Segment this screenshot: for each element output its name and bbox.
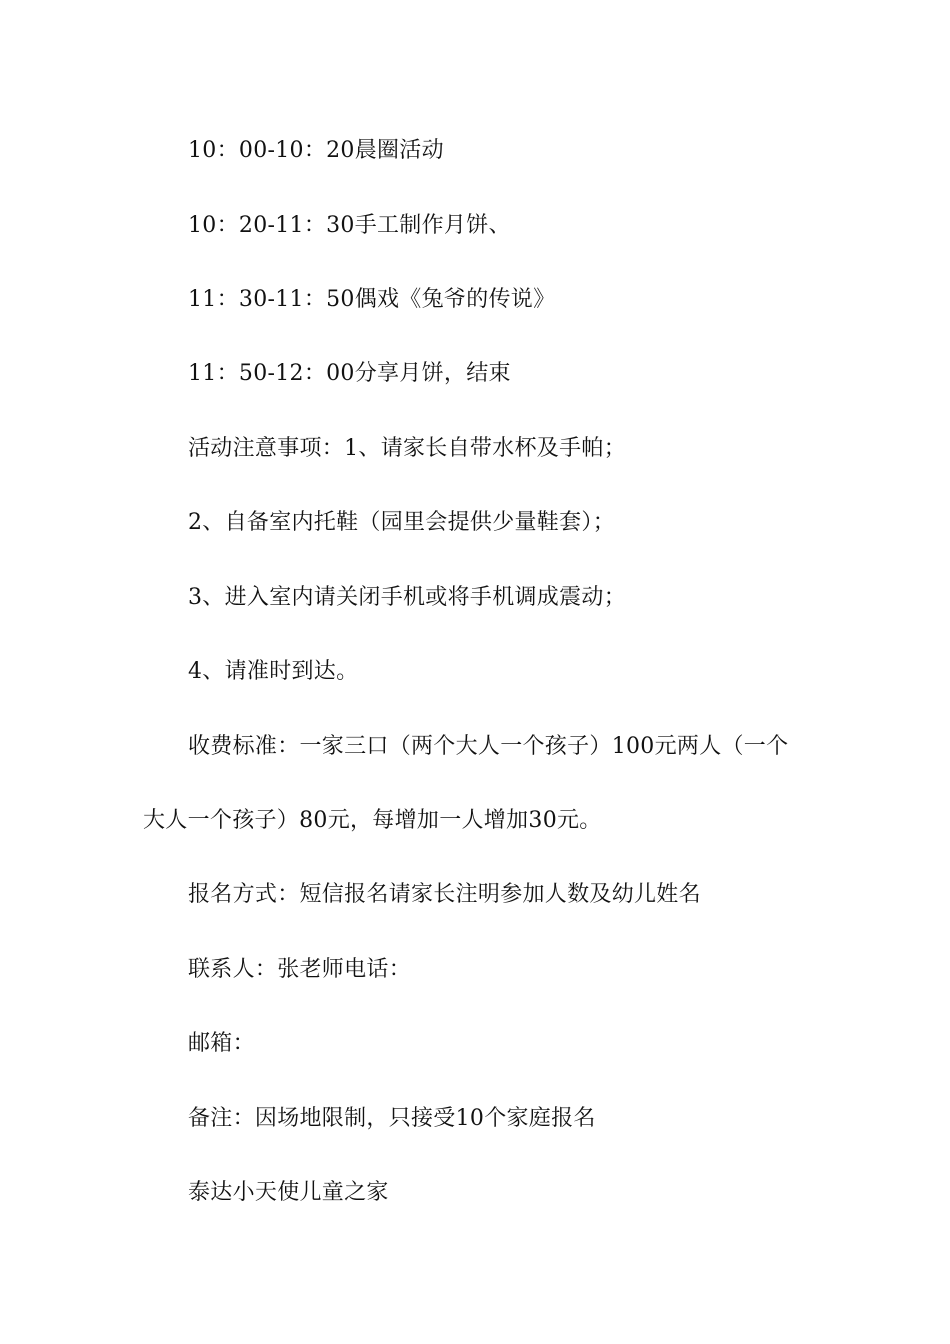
notice-item-4: 4、请准时到达。 <box>188 659 359 684</box>
contact-person: 联系人：张老师电话： <box>188 957 412 982</box>
schedule-item-mooncake-making: 10：20-11：30手工制作月饼、 <box>188 213 511 238</box>
schedule-item-morning-circle: 10：00-10：20晨圈活动 <box>188 138 444 163</box>
remark: 备注：因场地限制，只接受10个家庭报名 <box>188 1106 596 1131</box>
registration-method: 报名方式：短信报名请家长注明参加人数及幼儿姓名 <box>188 882 701 907</box>
email-label: 邮箱： <box>188 1031 255 1056</box>
organizer-name: 泰达小天使儿童之家 <box>188 1180 389 1205</box>
notice-item-3: 3、进入室内请关闭手机或将手机调成震动； <box>188 585 626 610</box>
notice-item-1: 活动注意事项：1、请家长自带水杯及手帕； <box>188 436 626 461</box>
schedule-item-sharing: 11：50-12：00分享月饼，结束 <box>188 361 511 386</box>
fee-standard-line-2: 大人一个孩子）80元，每增加一人增加30元。 <box>143 808 602 833</box>
notice-item-2: 2、自备室内托鞋（园里会提供少量鞋套）； <box>188 510 615 535</box>
schedule-item-puppet-show: 11：30-11：50偶戏《兔爷的传说》 <box>188 287 556 312</box>
fee-standard-line-1: 收费标准：一家三口（两个大人一个孩子）100元两人（一个 <box>188 734 789 759</box>
